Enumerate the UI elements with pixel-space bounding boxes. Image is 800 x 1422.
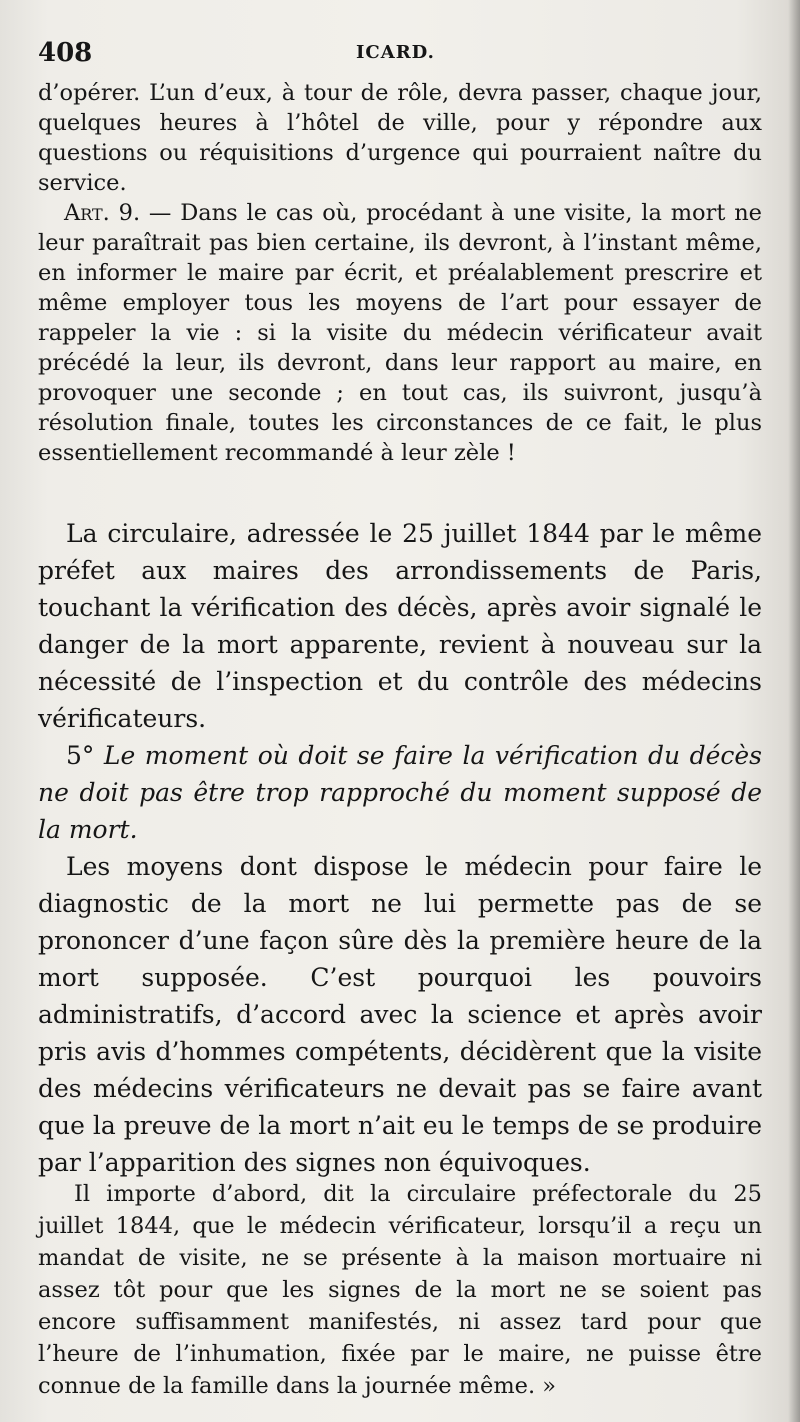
circular-quote: Il importe d’abord, dit la circulaire préfectorale du 25 juillet 1844, que le médecin vérificateur, lorsqu’il a reçu un mandat de visite, ne se présente à la maison mortuaire ni assez tôt pour que les signes de la mort ne se soient pas encore suffisamment manifestés, ni assez tard pour que l’heure de l’inhumation, fixée par le maire, ne puisse être connue de la famille dans la journée même. » [38, 1181, 762, 1399]
paragraph-circulaire: La circulaire, adressée le 25 juillet 1844 par le même préfet aux maires des arrondissements de Paris, touchant la vérification des décès, après avoir signalé le danger de la mort apparente, revient à nouveau sur la nécessité de l’inspection et du contrôle des médecins vérificateurs. [38, 519, 762, 733]
quoted-circular-block [38, 1178, 762, 1402]
section-heading [38, 737, 762, 848]
article-label: Art. [64, 200, 110, 226]
running-title: ICARD. [356, 42, 435, 63]
page-edge-shadow [788, 0, 800, 1422]
article-9 [38, 198, 762, 468]
page-number: 408 [38, 38, 93, 68]
article-9-text: 9. — Dans le cas où, procédant à une visite, la mort ne leur paraîtrait pas bien certaine, ils devront, à l’instant même, en informer le maire par écrit, et préalablement prescrire et même employer tous les moyens de l’art pour essayer de rappeler la vie : si la visite du médecin vérificateur avait précédé la leur, ils devront, dans leur rapport au maire, en provoquer une seconde ; en tout cas, ils suivront, jusqu’à résolution finale, toutes les circonstances de ce fait, le plus essentiellement recommandé à leur zèle ! [38, 200, 762, 466]
section-number: 5° [66, 741, 95, 770]
paragraph-moyens: Les moyens dont dispose le médecin pour faire le diagnostic de la mort ne lui permette pas de se prononcer d’une façon sûre dès la première heure de la mort supposée. C’est pourquoi les pouvoirs administratifs, d’accord avec la science et après avoir pris avis d’hommes compétents, décidèrent que la visite des médecins vérificateurs ne devait pas se faire avant que la preuve de la mort n’ait eu le temps de se produire par l’apparition des signes non équivoques. [38, 852, 762, 1177]
section-title: Le moment où doit se faire la vérification du décès ne doit pas être trop rapproché du moment supposé de la mort. [38, 741, 762, 844]
quoted-article-block [38, 78, 762, 468]
article-continuation: d’opérer. L’un d’eux, à tour de rôle, devra passer, chaque jour, quelques heures à l’hôtel de ville, pour y répondre aux questions ou réquisitions d’urgence qui pourraient naître du service. [38, 80, 762, 196]
page-header [38, 38, 760, 72]
main-text-block [38, 515, 762, 1181]
